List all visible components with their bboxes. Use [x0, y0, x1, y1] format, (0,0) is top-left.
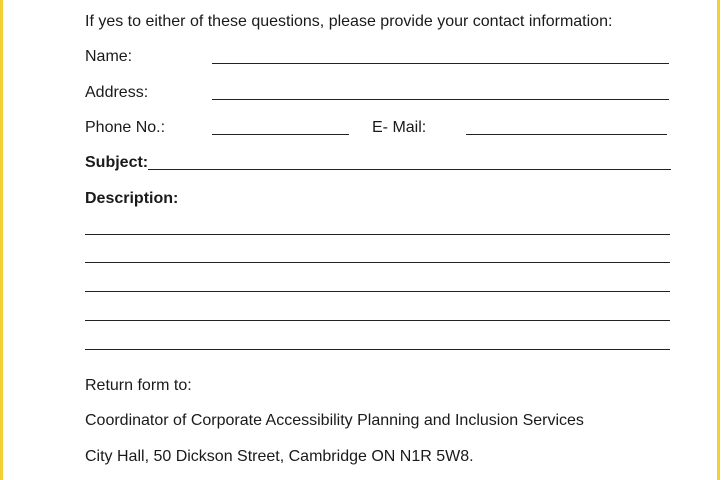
- return-recipient: Coordinator of Corporate Accessibility Planning and Inclusion Services: [85, 412, 584, 429]
- intro-text: If yes to either of these questions, please provide your contact information:: [85, 13, 613, 30]
- description-line-2[interactable]: [85, 262, 670, 263]
- email-field-line[interactable]: [466, 134, 667, 135]
- return-heading: Return form to:: [85, 377, 192, 394]
- description-line-4[interactable]: [85, 320, 670, 321]
- address-label: Address:: [85, 84, 149, 101]
- name-label: Name:: [85, 48, 133, 65]
- return-address: City Hall, 50 Dickson Street, Cambridge ON N1R 5W8.: [85, 448, 474, 465]
- description-line-1[interactable]: [85, 234, 670, 235]
- name-field-line[interactable]: [212, 63, 669, 64]
- subject-field-line[interactable]: [148, 169, 671, 170]
- phone-label: Phone No.:: [85, 119, 166, 136]
- description-line-5[interactable]: [85, 349, 670, 350]
- description-line-3[interactable]: [85, 291, 670, 292]
- subject-label: Subject:: [85, 154, 149, 171]
- address-field-line[interactable]: [212, 99, 669, 100]
- description-label: Description:: [85, 190, 179, 207]
- phone-field-line[interactable]: [212, 134, 349, 135]
- email-label: E- Mail:: [372, 119, 427, 136]
